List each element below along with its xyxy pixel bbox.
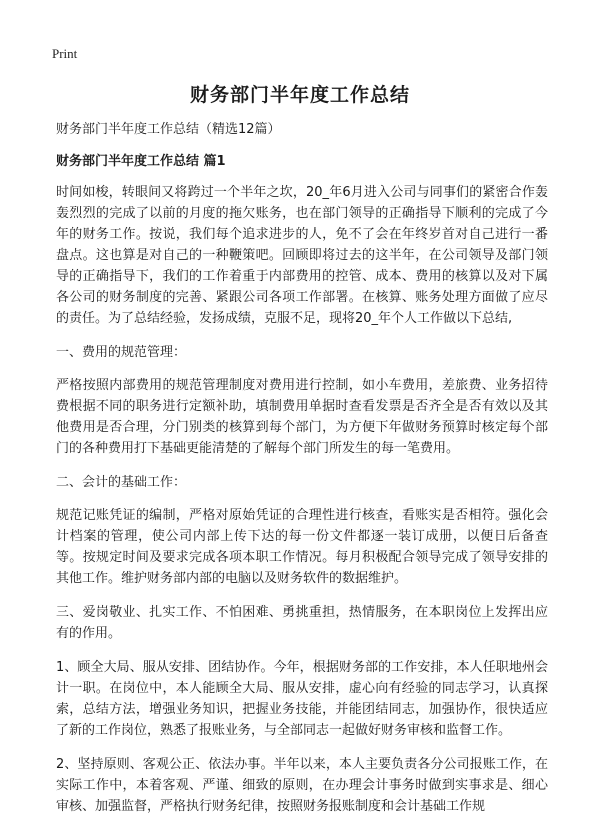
- heading-dedication: 三、爱岗敬业、扎实工作、不怕困难、勇挑重担，热情服务，在本职岗位上发挥出应有的作用。: [56, 605, 548, 641]
- document-body: [56, 121, 548, 830]
- paragraph-point-1: 1、顾全大局、服从安排、团结协作。今年，根据财务部的工作安排，本人任职地州会计一职。在岗位中，本人能顾全大局、服从安排，虚心向有经验的同志学习，认真探索，总结方法，增强业务知识，把握业务技能，并能团结同志，加强协作，很快适应了新的工作岗位，熟悉了报账业务，与全部同志一起做好财务审核和监督工作。: [56, 660, 548, 738]
- paragraph-expense-management: 严格按照内部费用的规范管理制度对费用进行控制，如小车费用，差旅费、业务招待费根据不同的职务进行定额补助，填制费用单据时查看发票是否齐全是否有效以及其他费用是否合理，分门别类的核算到每个部门，为方便下年做财务预算时核定每个部门的各种费用打下基础更能清楚的了解每个部门所发生的每一笔费用。: [56, 378, 548, 456]
- paragraph-point-2: 2、坚持原则、客观公正、依法办事。半年以来，本人主要负责各分公司报账工作，在实际工作中，本着客观、严谨、细致的原则，在办理会计事务时做到实事求是、细心审核、加强监督，严格执行财务纪律，按照财务报账制度和会计基础工作规: [56, 757, 548, 814]
- heading-expense-management: 一、费用的规范管理：: [56, 345, 187, 360]
- paragraph-accounting-basics: 规范记账凭证的编制，严格对原始凭证的合理性进行核查，看账实是否相符。强化会计档案的管理，使公司内部上传下达的每一份文件都逐一装订成册，以便日后备查等。按规定时间及要求完成各项本职工作情况。每月积极配合领导完成了领导安排的其他工作。维护财务部内部的电脑以及财务软件的数据维护。: [56, 508, 548, 586]
- paragraph-intro: 时间如梭，转眼间又将跨过一个半年之坎，20_年6月进入公司与同事们的紧密合作轰轰烈烈的完成了以前的月度的拖欠账务，也在部门领导的正确指导下顺利的完成了今年的财务工作。按说，我们每个追求进步的人，免不了会在年终岁首对自己进行一番盘点。这也算是对自己的一种鞭策吧。回顾即将过去的这半年，在公司领导及部门领导的正确指导下，我们的工作着重于内部费用的控管、成本、费用的核算以及对下属各公司的财务制度的完善、紧跟公司各项工作部署。在核算、账务处理方面做了应尽的责任。为了总结经验，发扬成绩，克服不足，现将20_年个人工作做以下总结,: [56, 185, 548, 326]
- heading-accounting-basics: 二、会计的基础工作：: [56, 475, 187, 490]
- print-link[interactable]: Print: [52, 46, 78, 61]
- document-subtitle: 财务部门半年度工作总结（精选12篇）: [56, 122, 281, 137]
- document-title: 财务部门半年度工作总结: [189, 84, 410, 106]
- section-heading: 财务部门半年度工作总结 篇1: [56, 154, 226, 169]
